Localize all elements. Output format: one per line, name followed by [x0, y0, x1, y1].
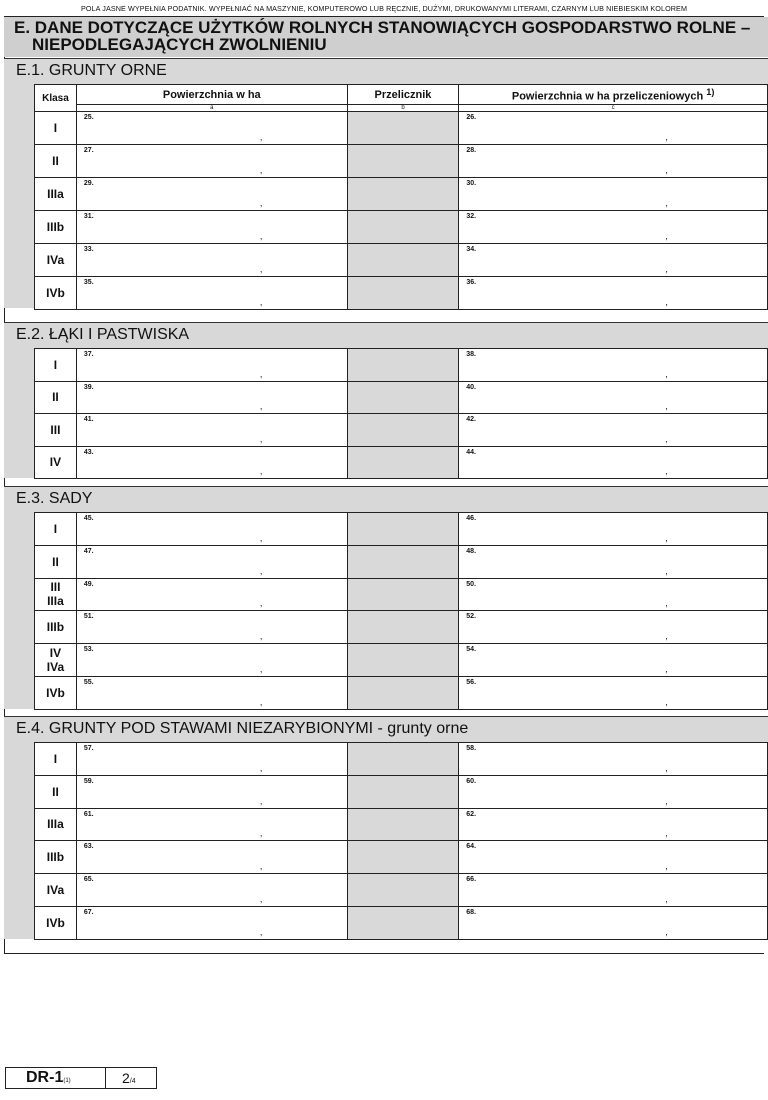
field-number: 67. — [83, 908, 94, 916]
field-number: 36. — [466, 279, 477, 286]
table-row — [35, 841, 768, 874]
converted-area-field[interactable] — [459, 676, 768, 709]
conversion-factor-cell — [347, 676, 459, 709]
section-e-title-line1: E. DANE DOTYCZĄCE UŻYTKÓW ROLNYCH STANOWIĄCYCH GOSPODARSTWO ROLNE – — [14, 18, 751, 37]
field-number: 27. — [83, 147, 94, 154]
decimal-comma: , — [259, 132, 263, 142]
section-title: E.3. SADY — [16, 490, 93, 507]
converted-area-field[interactable] — [459, 211, 768, 244]
field-number: 68. — [466, 908, 477, 916]
field-number: 37. — [83, 351, 94, 358]
decimal-comma: , — [259, 762, 263, 773]
area-field[interactable] — [76, 644, 347, 677]
decimal-comma: , — [259, 165, 263, 175]
area-field[interactable] — [76, 349, 347, 382]
field-number: 51. — [83, 613, 94, 621]
area-field[interactable] — [76, 277, 347, 310]
converted-area-field[interactable] — [459, 775, 768, 808]
klasa-label: I — [53, 121, 58, 135]
klasa-label: IVa — [46, 253, 65, 267]
decimal-comma: , — [259, 631, 263, 642]
conversion-factor-cell — [347, 381, 459, 414]
decimal-comma: , — [665, 565, 668, 576]
area-field[interactable] — [76, 145, 347, 178]
field-number: 30. — [466, 180, 477, 187]
conversion-factor-cell — [347, 743, 459, 776]
table-row — [35, 277, 768, 310]
section-gutter — [4, 742, 34, 939]
table-row — [35, 178, 768, 211]
page-number — [106, 1068, 136, 1088]
section-e-title-line2: NIEPODLEGAJĄCYCH ZWOLNIENIU — [32, 35, 327, 54]
conversion-factor-cell — [347, 277, 459, 310]
area-field[interactable] — [76, 874, 347, 907]
section-title: E.1. GRUNTY ORNE — [16, 62, 167, 79]
decimal-comma: , — [665, 926, 668, 937]
column-header-c-text: Powierzchnia w ha przeliczeniowych — [511, 90, 704, 103]
table-row — [35, 808, 768, 841]
table-row — [35, 874, 768, 907]
area-field[interactable] — [76, 244, 347, 277]
decimal-comma: , — [259, 663, 263, 674]
area-field[interactable] — [76, 381, 347, 414]
field-number: 28. — [466, 147, 477, 154]
field-number: 48. — [466, 547, 477, 555]
converted-area-field[interactable] — [459, 244, 768, 277]
field-number: 46. — [466, 515, 477, 522]
field-number: 45. — [83, 515, 94, 522]
area-field[interactable] — [76, 446, 347, 479]
decimal-comma: , — [665, 264, 668, 274]
klasa-label: IIIa — [47, 594, 64, 609]
decimal-comma: , — [259, 565, 263, 576]
conversion-factor-cell — [347, 644, 459, 677]
field-number: 59. — [83, 777, 94, 785]
area-field[interactable] — [76, 743, 347, 776]
field-number: 32. — [466, 213, 477, 220]
field-number: 26. — [466, 114, 477, 121]
conversion-factor-cell — [347, 578, 459, 611]
field-number: 61. — [83, 810, 94, 818]
field-number: 40. — [466, 383, 476, 391]
decimal-comma: , — [259, 231, 263, 241]
klasa-cell — [35, 743, 77, 776]
field-number: 65. — [83, 876, 94, 884]
decimal-comma: , — [665, 297, 668, 307]
klasa-label: IVa — [46, 660, 65, 675]
decimal-comma: , — [665, 433, 668, 444]
area-field[interactable] — [76, 775, 347, 808]
table-row — [35, 513, 768, 546]
conversion-factor-cell — [347, 112, 459, 145]
column-letter-row — [35, 105, 768, 112]
klasa-label: III — [50, 580, 61, 595]
klasa-cell — [35, 145, 77, 178]
klasa-label: IV — [49, 646, 62, 661]
table-row — [35, 414, 768, 447]
field-number: 50. — [466, 580, 477, 588]
klasa-cell — [35, 906, 77, 939]
decimal-comma: , — [665, 132, 668, 142]
column-header-powierzchnia-przeliczeniowa — [459, 85, 768, 105]
conversion-factor-cell — [347, 446, 459, 479]
table-row — [35, 644, 768, 677]
area-field[interactable] — [76, 545, 347, 578]
area-field[interactable] — [76, 808, 347, 841]
table-row — [35, 578, 768, 611]
field-number: 41. — [83, 416, 94, 423]
field-number: 58. — [466, 745, 477, 752]
table-row — [35, 545, 768, 578]
converted-area-field[interactable] — [459, 414, 768, 447]
decimal-comma: , — [259, 198, 263, 208]
instructions-note: POLA JASNE WYPEŁNIA PODATNIK. WYPEŁNIAĆ NA MASZYNIE, KOMPUTEROWO LUB RĘCZNIE, DUŻYMI, DRUKOWANYMI LITERAMI, CZARNYM LUB NIEBIESKIM KOLOREM — [80, 4, 688, 13]
form-footer — [5, 1067, 157, 1089]
area-field[interactable] — [76, 841, 347, 874]
decimal-comma: , — [259, 598, 263, 609]
section-gutter — [4, 84, 34, 308]
conversion-factor-cell — [347, 808, 459, 841]
klasa-label: IIIb — [46, 620, 65, 635]
field-number: 31. — [83, 213, 94, 220]
klasa-cell — [35, 841, 77, 874]
converted-area-field[interactable] — [459, 874, 768, 907]
klasa-label: II — [52, 154, 59, 168]
converted-area-field[interactable] — [459, 808, 768, 841]
decimal-comma: , — [259, 368, 263, 379]
converted-area-field[interactable] — [459, 145, 768, 178]
klasa-label: II — [52, 554, 59, 569]
section-table — [34, 512, 768, 710]
section-gutter — [4, 512, 34, 709]
decimal-comma: , — [259, 401, 263, 411]
field-number: 54. — [466, 646, 477, 654]
klasa-label: IVb — [46, 915, 65, 930]
conversion-factor-cell — [347, 611, 459, 644]
area-field[interactable] — [76, 906, 347, 939]
decimal-comma: , — [665, 861, 668, 872]
column-header-przelicznik: Przelicznik — [347, 85, 459, 105]
klasa-label: IV — [49, 455, 62, 470]
klasa-label: III — [50, 422, 61, 437]
decimal-comma: , — [665, 401, 668, 411]
klasa-cell — [35, 545, 77, 578]
table-row — [35, 611, 768, 644]
column-header-row — [35, 85, 768, 105]
klasa-cell — [35, 513, 77, 546]
converted-area-field[interactable] — [459, 906, 768, 939]
section-table — [34, 742, 768, 940]
klasa-label: IIIa — [47, 817, 64, 832]
klasa-label: IVb — [46, 286, 65, 300]
table-row — [35, 211, 768, 244]
decimal-comma: , — [665, 696, 668, 707]
conversion-factor-cell — [347, 775, 459, 808]
klasa-label: IIIb — [46, 220, 65, 234]
field-number: 33. — [83, 246, 94, 253]
area-field[interactable] — [76, 578, 347, 611]
klasa-cell — [35, 611, 77, 644]
klasa-label: IVb — [46, 685, 65, 700]
field-number: 60. — [466, 777, 477, 785]
field-number: 66. — [466, 876, 477, 884]
klasa-label: I — [53, 357, 58, 372]
field-number: 44. — [466, 448, 476, 456]
field-number: 55. — [83, 678, 94, 686]
klasa-label: IIIa — [47, 187, 64, 201]
field-number: 57. — [83, 745, 94, 752]
section-table — [34, 84, 768, 310]
table-row — [35, 446, 768, 479]
field-number: 52. — [466, 613, 477, 621]
klasa-cell — [35, 414, 77, 447]
decimal-comma: , — [259, 861, 263, 872]
conversion-factor-cell — [347, 211, 459, 244]
decimal-comma: , — [665, 893, 668, 904]
converted-area-field[interactable] — [459, 611, 768, 644]
decimal-comma: , — [259, 264, 263, 274]
converted-area-field[interactable] — [459, 446, 768, 479]
klasa-cell — [35, 244, 77, 277]
decimal-comma: , — [665, 762, 668, 773]
klasa-label: IVa — [46, 883, 65, 898]
decimal-comma: , — [665, 466, 668, 476]
decimal-comma: , — [665, 828, 668, 839]
section-table — [34, 348, 768, 479]
decimal-comma: , — [665, 532, 668, 543]
table-row — [35, 906, 768, 939]
decimal-comma: , — [665, 631, 668, 642]
klasa-cell — [35, 277, 77, 310]
footnote-ref: 1) — [706, 86, 715, 97]
converted-area-field[interactable] — [459, 841, 768, 874]
klasa-cell — [35, 349, 77, 382]
field-number: 29. — [83, 180, 94, 187]
conversion-factor-cell — [347, 145, 459, 178]
field-number: 43. — [83, 448, 94, 456]
klasa-cell — [35, 112, 77, 145]
decimal-comma: , — [259, 433, 263, 444]
decimal-comma: , — [259, 532, 263, 543]
converted-area-field[interactable] — [459, 644, 768, 677]
decimal-comma: , — [259, 297, 263, 307]
klasa-cell — [35, 676, 77, 709]
decimal-comma: , — [259, 926, 263, 937]
column-letter-c: c — [459, 105, 768, 112]
conversion-factor-cell — [347, 841, 459, 874]
section-title: E.2. ŁĄKI I PASTWISKA — [16, 326, 190, 343]
klasa-label: I — [53, 751, 58, 766]
section-e-title — [14, 19, 750, 53]
table-row — [35, 145, 768, 178]
table-row — [35, 349, 768, 382]
klasa-cell — [35, 178, 77, 211]
klasa-cell — [35, 644, 77, 677]
klasa-label: II — [52, 784, 59, 799]
converted-area-field[interactable] — [459, 349, 768, 382]
conversion-factor-cell — [347, 414, 459, 447]
decimal-comma: , — [665, 165, 668, 175]
converted-area-field[interactable] — [459, 381, 768, 414]
decimal-comma: , — [259, 795, 263, 806]
column-letter-b: b — [347, 105, 459, 112]
klasa-label: II — [52, 390, 59, 405]
decimal-comma: , — [665, 795, 668, 806]
field-number: 56. — [466, 678, 477, 686]
form-code: DR-1 — [26, 1069, 64, 1086]
conversion-factor-cell — [347, 178, 459, 211]
page-total: /4 — [129, 1078, 136, 1085]
converted-area-field[interactable] — [459, 513, 768, 546]
section-gutter — [4, 348, 34, 478]
conversion-factor-cell — [347, 244, 459, 277]
klasa-label: IIIb — [46, 850, 65, 865]
table-row — [35, 244, 768, 277]
field-number: 63. — [83, 843, 94, 851]
decimal-comma: , — [665, 231, 668, 241]
klasa-cell — [35, 808, 77, 841]
klasa-cell — [35, 381, 77, 414]
area-field[interactable] — [76, 178, 347, 211]
converted-area-field[interactable] — [459, 578, 768, 611]
area-field[interactable] — [76, 676, 347, 709]
field-number: 38. — [466, 351, 476, 358]
area-field[interactable] — [76, 112, 347, 145]
klasa-cell — [35, 578, 77, 611]
area-field[interactable] — [76, 211, 347, 244]
section-title: E.4. GRUNTY POD STAWAMI NIEZARYBIONYMI - grunty orne — [16, 720, 469, 737]
area-field[interactable] — [76, 611, 347, 644]
field-number: 34. — [466, 246, 477, 253]
decimal-comma: , — [665, 663, 668, 674]
klasa-cell — [35, 874, 77, 907]
table-row — [35, 112, 768, 145]
form-version: (1) — [63, 1078, 71, 1084]
conversion-factor-cell — [347, 906, 459, 939]
column-letter-a: a — [76, 105, 347, 112]
decimal-comma: , — [259, 828, 263, 839]
table-row — [35, 676, 768, 709]
decimal-comma: , — [259, 696, 263, 707]
klasa-cell — [35, 775, 77, 808]
klasa-cell — [35, 211, 77, 244]
field-number: 39. — [83, 383, 94, 391]
table-row — [35, 381, 768, 414]
converted-area-field[interactable] — [459, 112, 768, 145]
converted-area-field[interactable] — [459, 545, 768, 578]
page-current: 2 — [122, 1070, 130, 1086]
field-number: 49. — [83, 580, 94, 588]
column-header-powierzchnia: Powierzchnia w ha — [76, 85, 347, 105]
field-number: 42. — [466, 416, 476, 423]
field-number: 47. — [83, 547, 94, 555]
klasa-label: I — [53, 521, 58, 536]
decimal-comma: , — [665, 198, 668, 208]
conversion-factor-cell — [347, 545, 459, 578]
converted-area-field[interactable] — [459, 178, 768, 211]
conversion-factor-cell — [347, 513, 459, 546]
converted-area-field[interactable] — [459, 743, 768, 776]
form-id — [6, 1068, 106, 1088]
field-number: 64. — [466, 843, 477, 851]
field-number: 53. — [83, 646, 94, 654]
decimal-comma: , — [665, 598, 668, 609]
section-bar — [4, 486, 768, 512]
field-number: 62. — [466, 810, 477, 818]
decimal-comma: , — [259, 893, 263, 904]
field-number: 35. — [83, 279, 94, 286]
klasa-cell — [35, 446, 77, 479]
field-number: 25. — [83, 114, 94, 121]
decimal-comma: , — [259, 466, 263, 476]
table-row — [35, 743, 768, 776]
conversion-factor-cell — [347, 874, 459, 907]
converted-area-field[interactable] — [459, 277, 768, 310]
decimal-comma: , — [665, 368, 668, 379]
area-field[interactable] — [76, 513, 347, 546]
table-row — [35, 775, 768, 808]
conversion-factor-cell — [347, 349, 459, 382]
area-field[interactable] — [76, 414, 347, 447]
column-header-klasa: Klasa — [35, 85, 77, 112]
